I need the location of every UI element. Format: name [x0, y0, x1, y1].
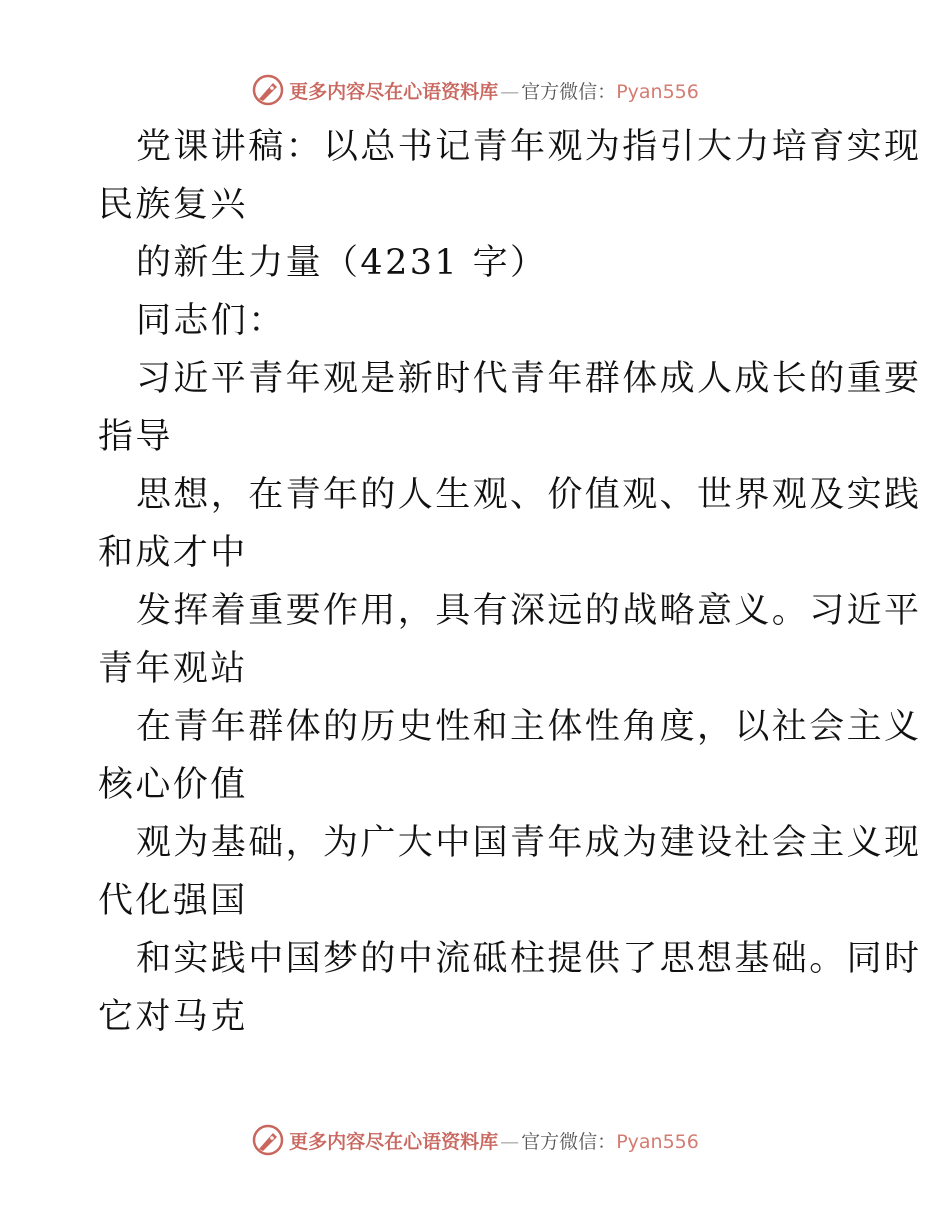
watermark-account: Pyan556: [616, 80, 699, 103]
watermark-account: Pyan556: [616, 1130, 699, 1153]
paragraph-line: 和成才中: [98, 533, 248, 573]
paragraph-line: 代化强国: [98, 881, 248, 921]
watermark-text: [289, 77, 699, 104]
document-body: [98, 118, 922, 1046]
paragraph-line: 发挥着重要作用，具有深远的战略意义。习近平: [136, 591, 922, 631]
paragraph-line: 青年观站: [98, 649, 248, 689]
watermark-brand: 更多内容尽在心语资料库: [289, 1130, 499, 1153]
paragraph-line: 习近平青年观是新时代青年群体成人成长的重要: [136, 359, 922, 399]
paragraph-line: 和实践中国梦的中流砥柱提供了思想基础。同时: [136, 939, 922, 979]
watermark-separator: —: [500, 80, 520, 103]
watermark-separator: —: [500, 1130, 520, 1153]
paragraph-line: 指导: [98, 417, 173, 457]
pen-nib-circle-icon: [251, 73, 285, 107]
paragraph-line: 核心价值: [98, 765, 248, 805]
document-title-line: 党课讲稿：以总书记青年观为指引大力培育实现: [136, 127, 922, 167]
paragraph-line: 思想，在青年的人生观、价值观、世界观及实践: [136, 475, 922, 515]
paragraph-line: 的新生力量（4231 字）: [136, 243, 548, 283]
header-watermark: [0, 70, 950, 110]
watermark-brand: 更多内容尽在心语资料库: [289, 80, 499, 103]
watermark-label: 官方微信：: [521, 80, 617, 103]
pen-nib-circle-icon: [251, 1123, 285, 1157]
footer-watermark: [0, 1120, 950, 1160]
paragraph-line: 它对马克: [98, 997, 248, 1037]
watermark-label: 官方微信：: [521, 1130, 617, 1153]
paragraph-line: 在青年群体的历史性和主体性角度，以社会主义: [136, 707, 922, 747]
paragraph-line: 观为基础，为广大中国青年成为建设社会主义现: [136, 823, 922, 863]
paragraph-line: 民族复兴: [98, 185, 248, 225]
paragraph-line: 同志们：: [136, 301, 286, 341]
watermark-text: [289, 1127, 699, 1154]
